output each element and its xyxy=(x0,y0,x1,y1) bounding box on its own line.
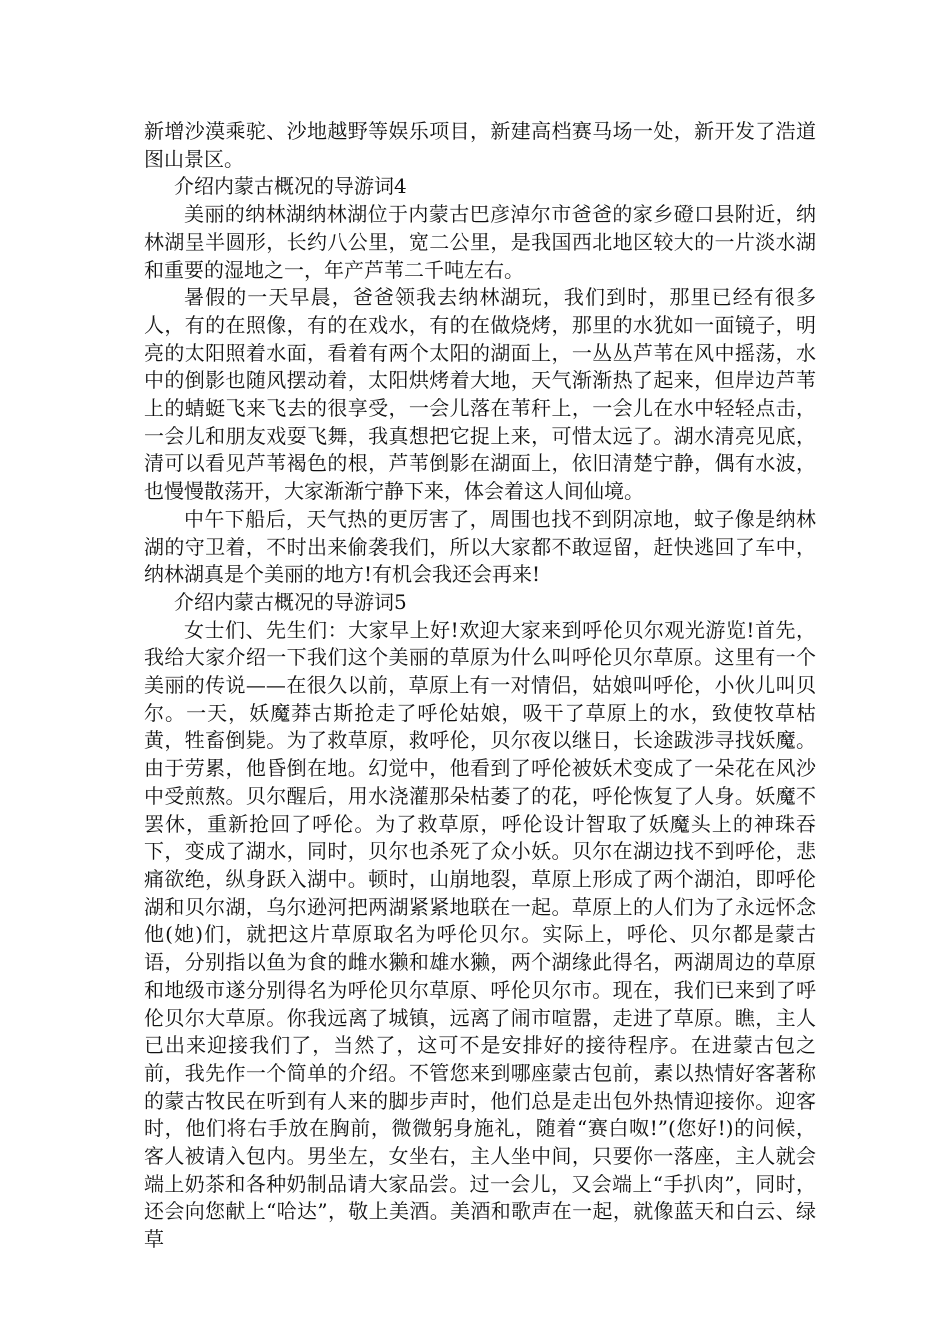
paragraph: 中午下船后，天气热的更厉害了，周围也找不到阴凉地，蚊子像是纳林湖的守卫着，不时出来偷袭我们，所以大家都不敢逗留，赶快逃回了车中，纳林湖真是个美丽的地方!有机会我还会再来! xyxy=(144,506,816,587)
paragraph: 女士们、先生们：大家早上好!欢迎大家来到呼伦贝尔观光游览!首先，我给大家介绍一下我们这个美丽的草原为什么叫呼伦贝尔草原。这里有一个美丽的传说——在很久以前，草原上有一对情侣，姑娘叫呼伦，小伙儿叫贝尔。一天，妖魔莽古斯抢走了呼伦姑娘，吸干了草原上的水，致使牧草枯黄，牲畜倒毙。为了救草原，救呼伦，贝尔夜以继日，长途跋涉寻找妖魔。由于劳累，他昏倒在地。幻觉中，他看到了呼伦被妖术变成了一朵花在风沙中受煎熬。贝尔醒后，用水浇灌那朵枯萎了的花，呼伦恢复了人身。妖魔不罢休，重新抢回了呼伦。为了救草原，呼伦设计智取了妖魔头上的神珠吞下，变成了湖水，同时，贝尔也杀死了众小妖。贝尔在湖边找不到呼伦，悲痛欲绝，纵身跃入湖中。顿时，山崩地裂，草原上形成了两个湖泊，即呼伦湖和贝尔湖，乌尔逊河把两湖紧紧地联在一起。草原上的人们为了永远怀念他(她)们，就把这片草原取名为呼伦贝尔。实际上，呼伦、贝尔都是蒙古语，分别指以鱼为食的雌水獭和雄水獭，两个湖缘此得名，两湖周边的草原和地级市遂分别得名为呼伦贝尔草原、呼伦贝尔市。现在，我们已来到了呼伦贝尔大草原。你我远离了城镇，远离了闹市喧嚣，走进了草原。瞧，主人已出来迎接我们了，当然了，这可不是安排好的接待程序。在进蒙古包之前，我先作一个简单的介绍。不管您来到哪座蒙古包前，素以热情好客著称的蒙古牧民在听到有人来的脚步声时，他们总是走出包外热情迎接你。迎客时，他们将右手放在胸前，微微躬身施礼，随着“赛白呶!”(您好!)的问候，客人被请入包内。男坐左，女坐右，主人坐中间，只要你一落座，主人就会端上奶茶和各种奶制品请大家品尝。过一会儿，又会端上“手扒肉”，同时，还会向您献上“哈达”，敬上美酒。美酒和歌声在一起，就像蓝天和白云、绿草 xyxy=(144,617,816,1252)
paragraph: 暑假的一天早晨，爸爸领我去纳林湖玩，我们到时，那里已经有很多人，有的在照像，有的在戏水，有的在做烧烤，那里的水犹如一面镜子，明亮的太阳照着水面，看着有两个太阳的湖面上，一丛丛芦苇在风中摇荡，水中的倒影也随风摆动着，太阳烘烤着大地，天气渐渐热了起来，但岸边芦苇上的蜻蜓飞来飞去的很享受，一会儿落在苇秆上，一会儿在水中轻轻点击，一会儿和朋友戏耍飞舞，我真想把它捉上来，可惜太远了。湖水清亮见底，清可以看见芦苇褐色的根，芦苇倒影在湖面上，依旧清楚宁静，偶有水波，也慢慢散荡开，大家渐渐宁静下来，体会着这人间仙境。 xyxy=(144,285,816,504)
document-body xyxy=(144,118,816,1254)
section-heading: 介绍内蒙古概况的导游词4 xyxy=(174,174,407,199)
paragraph: 新增沙漠乘驼、沙地越野等娱乐项目，新建高档赛马场一处，新开发了浩道图山景区。 xyxy=(144,119,816,171)
paragraph: 美丽的纳林湖纳林湖位于内蒙古巴彦淖尔市爸爸的家乡磴口县附近，纳林湖呈半圆形，长约八公里，宽二公里，是我国西北地区较大的一片淡水湖和重要的湿地之一，年产芦苇二千吨左右。 xyxy=(144,202,816,282)
section-heading: 介绍内蒙古概况的导游词5 xyxy=(174,589,407,614)
